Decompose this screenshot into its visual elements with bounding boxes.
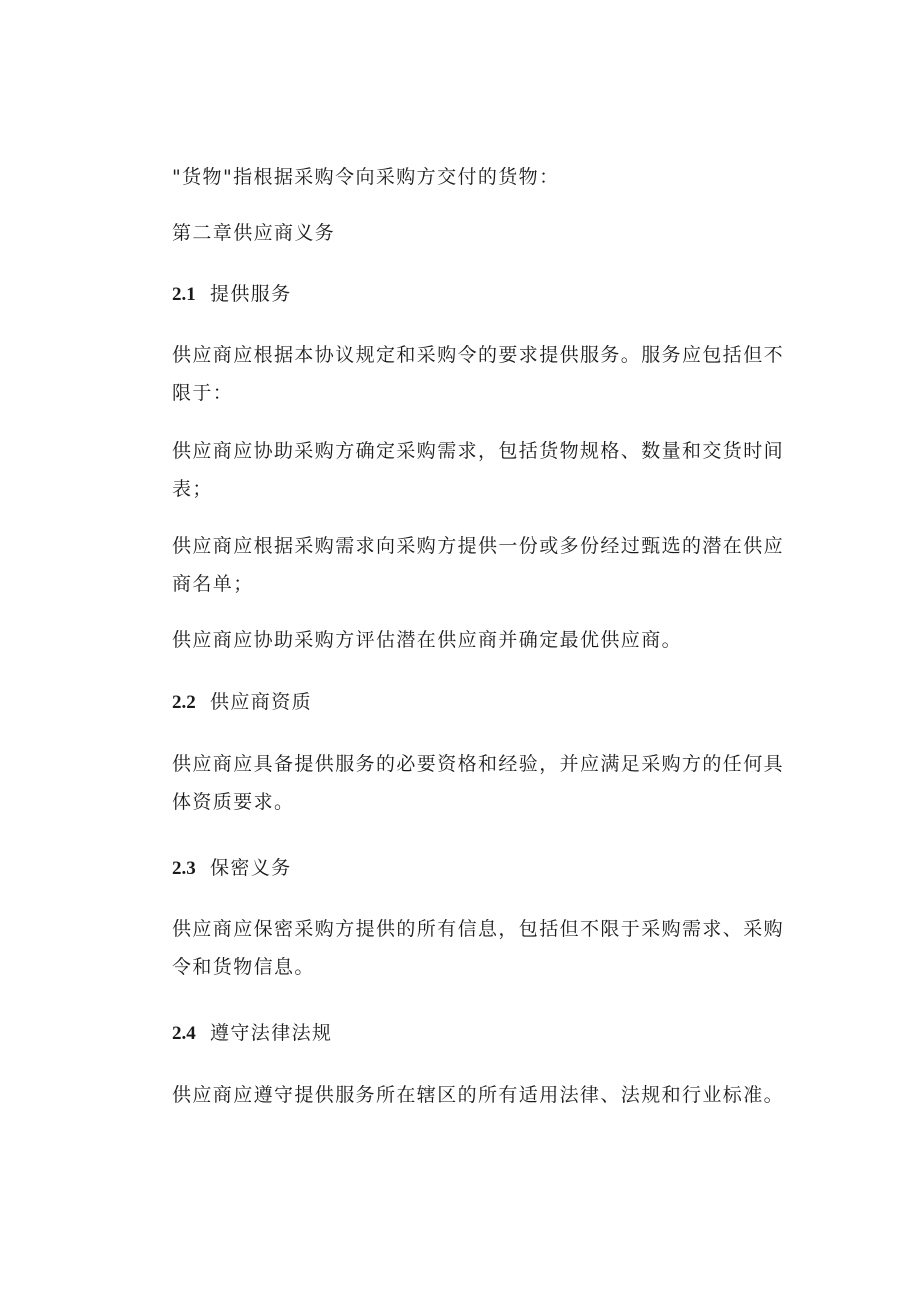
section-number: 2.4 <box>172 1023 196 1044</box>
section-title: 供应商资质 <box>210 691 313 713</box>
section-2-1-paragraph-4: 供应商应协助采购方评估潜在供应商并确定最优供应商。 <box>172 629 683 651</box>
section-number: 2.1 <box>172 284 196 305</box>
section-heading-2-1 <box>172 275 792 314</box>
section-title: 遵守法律法规 <box>210 1022 333 1044</box>
section-heading-2-3 <box>172 849 792 888</box>
section-2-3-paragraph-1: 供应商应保密采购方提供的所有信息，包括但不限于采购需求、采购令和货物信息。 <box>172 918 785 978</box>
section-2-1-paragraph-3: 供应商应根据采购需求向采购方提供一份或多份经过甄选的潜在供应商名单； <box>172 535 785 595</box>
section-2-2-paragraph-1: 供应商应具备提供服务的必要资格和经验，并应满足采购方的任何具体资质要求。 <box>172 753 785 813</box>
section-2-1-paragraph-2: 供应商应协助采购方确定采购需求，包括货物规格、数量和交货时间表； <box>172 440 785 500</box>
section-number: 2.2 <box>172 692 196 713</box>
section-title: 提供服务 <box>210 283 292 305</box>
section-heading-2-2 <box>172 683 792 722</box>
section-title: 保密义务 <box>210 857 292 879</box>
section-2-4-paragraph-1: 供应商应遵守提供服务所在辖区的所有适用法律、法规和行业标准。 <box>172 1084 785 1106</box>
section-2-1-paragraph-1: 供应商应根据本协议规定和采购令的要求提供服务。服务应包括但不限于： <box>172 344 785 404</box>
definition-goods: "货物"指根据采购令向采购方交付的货物： <box>172 166 560 188</box>
chapter-title: 第二章供应商义务 <box>172 222 336 244</box>
section-number: 2.3 <box>172 858 196 879</box>
section-heading-2-4 <box>172 1014 792 1053</box>
